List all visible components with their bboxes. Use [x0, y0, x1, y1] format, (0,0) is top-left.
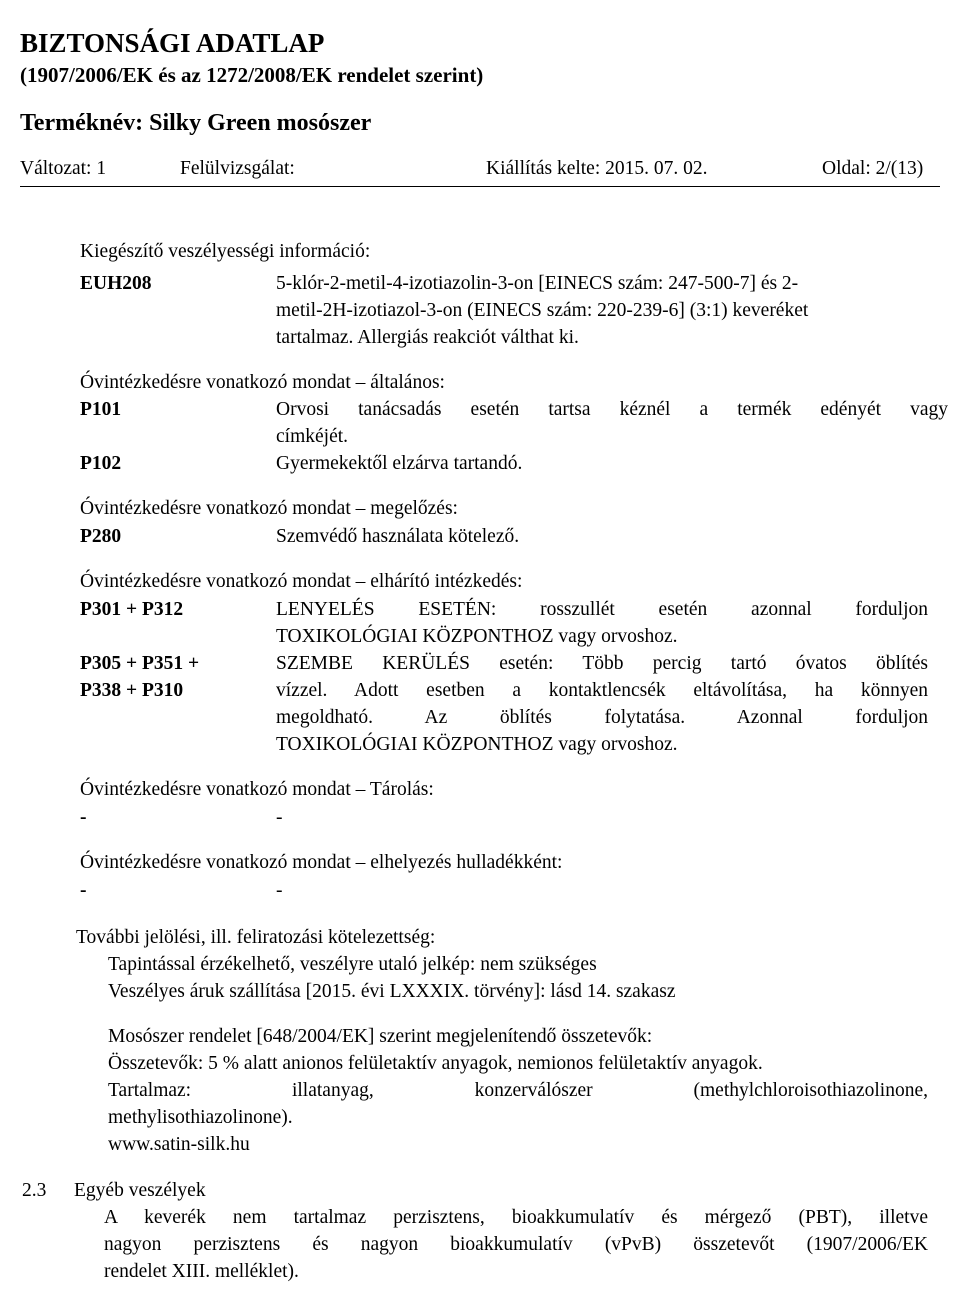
issue-date: Kiállítás kelte: 2015. 07. 02. — [486, 158, 708, 179]
section-2-3-line-1: A keverék nem tartalmaz perzisztens, bioakkumulatív és mérgező (PBT), illetve — [104, 1207, 928, 1228]
storage-heading: Óvintézkedésre vonatkozó mondat – Tárolás: — [80, 779, 434, 800]
p101-code: P101 — [80, 399, 122, 420]
section-title: Egyéb veszélyek — [74, 1180, 206, 1201]
p305-line-1: SZEMBE KERÜLÉS esetén: Több percig tartó óvatos öblítés — [276, 653, 928, 674]
labelling-heading: További jelölési, ill. feliratozási kötelezettség: — [76, 927, 436, 948]
disposal-text: - — [276, 880, 283, 901]
version-label: Változat: 1 — [20, 158, 107, 179]
p101-line-2: címkéjét. — [276, 426, 349, 447]
document-title: BIZTONSÁGI ADATLAP — [20, 28, 325, 58]
section-2-3-line-3: rendelet XIII. melléklet). — [104, 1261, 299, 1282]
section-2-3-line-2: nagyon perzisztens és nagyon bioakkumulatív (vPvB) összetevőt (1907/2006/EK — [104, 1234, 928, 1255]
prevention-heading: Óvintézkedésre vonatkozó mondat – megelőzés: — [80, 498, 458, 519]
p305-code-1: P305 + P351 + — [80, 653, 200, 674]
p301-line-1: LENYELÉS ESETÉN: rosszullét esetén azonnal forduljon — [276, 599, 928, 620]
euh208-line-1: 5-klór-2-metil-4-izotiazolin-3-on [EINECS szám: 247-500-7] és 2- — [276, 273, 799, 294]
p301-code: P301 + P312 — [80, 599, 184, 620]
disposal-code: - — [80, 880, 87, 901]
p280-text: Szemvédő használata kötelező. — [276, 526, 520, 547]
product-name: Terméknév: Silky Green mosószer — [20, 110, 372, 136]
euh208-line-3: tartalmaz. Allergiás reakciót válthat ki. — [276, 327, 579, 348]
p305-line-2: vízzel. Adott esetben a kontaktlencsék eltávolítása, ha könnyen — [276, 680, 928, 701]
p102-text: Gyermekektől elzárva tartandó. — [276, 453, 523, 474]
euh208-line-2: metil-2H-izotiazol-3-on (EINECS szám: 220-239-6] (3:1) keveréket — [276, 300, 809, 321]
p305-line-3: megoldható. Az öblítés folytatása. Azonnal forduljon — [276, 707, 928, 728]
labelling-line-2: Veszélyes áruk szállítása [2015. évi LXXXIX. törvény]: lásd 14. szakasz — [108, 981, 676, 1002]
euh208-code: EUH208 — [80, 273, 152, 294]
detergent-line-4: methylisothiazolinone). — [108, 1107, 293, 1128]
general-heading: Óvintézkedésre vonatkozó mondat – általános: — [80, 372, 445, 393]
website-link[interactable]: www.satin-silk.hu — [108, 1134, 250, 1155]
storage-code: - — [80, 807, 87, 828]
labelling-line-1: Tapintással érzékelhető, veszélyre utaló jelkép: nem szükséges — [108, 954, 597, 975]
disposal-heading: Óvintézkedésre vonatkozó mondat – elhelyezés hulladékként: — [80, 852, 563, 873]
p301-line-2: TOXIKOLÓGIAI KÖZPONTHOZ vagy orvoshoz. — [276, 626, 678, 647]
p305-code-2: P338 + P310 — [80, 680, 184, 701]
p280-code: P280 — [80, 526, 122, 547]
revision-label: Felülvizsgálat: — [180, 158, 295, 179]
storage-text: - — [276, 807, 283, 828]
detergent-line-1: Mosószer rendelet [648/2004/EK] szerint megjelenítendő összetevők: — [108, 1026, 653, 1047]
p101-line-1: Orvosi tanácsadás esetén tartsa kéznél a termék edényét vagy — [276, 399, 948, 420]
regulation-reference: (1907/2006/EK és az 1272/2008/EK rendelet szerint) — [20, 63, 484, 87]
p305-line-4: TOXIKOLÓGIAI KÖZPONTHOZ vagy orvoshoz. — [276, 734, 678, 755]
page-number: Oldal: 2/(13) — [822, 158, 924, 179]
detergent-line-2: Összetevők: 5 % alatt anionos felületaktív anyagok, nemionos felületaktív anyagok. — [108, 1053, 763, 1074]
response-heading: Óvintézkedésre vonatkozó mondat – elhárító intézkedés: — [80, 571, 523, 592]
supplementary-heading: Kiegészítő veszélyességi információ: — [80, 241, 371, 262]
p102-code: P102 — [80, 453, 122, 474]
header-divider — [20, 186, 940, 187]
section-number: 2.3 — [22, 1180, 47, 1201]
detergent-line-3: Tartalmaz: illatanyag, konzerválószer (methylchloroisothiazolinone, — [108, 1080, 928, 1101]
